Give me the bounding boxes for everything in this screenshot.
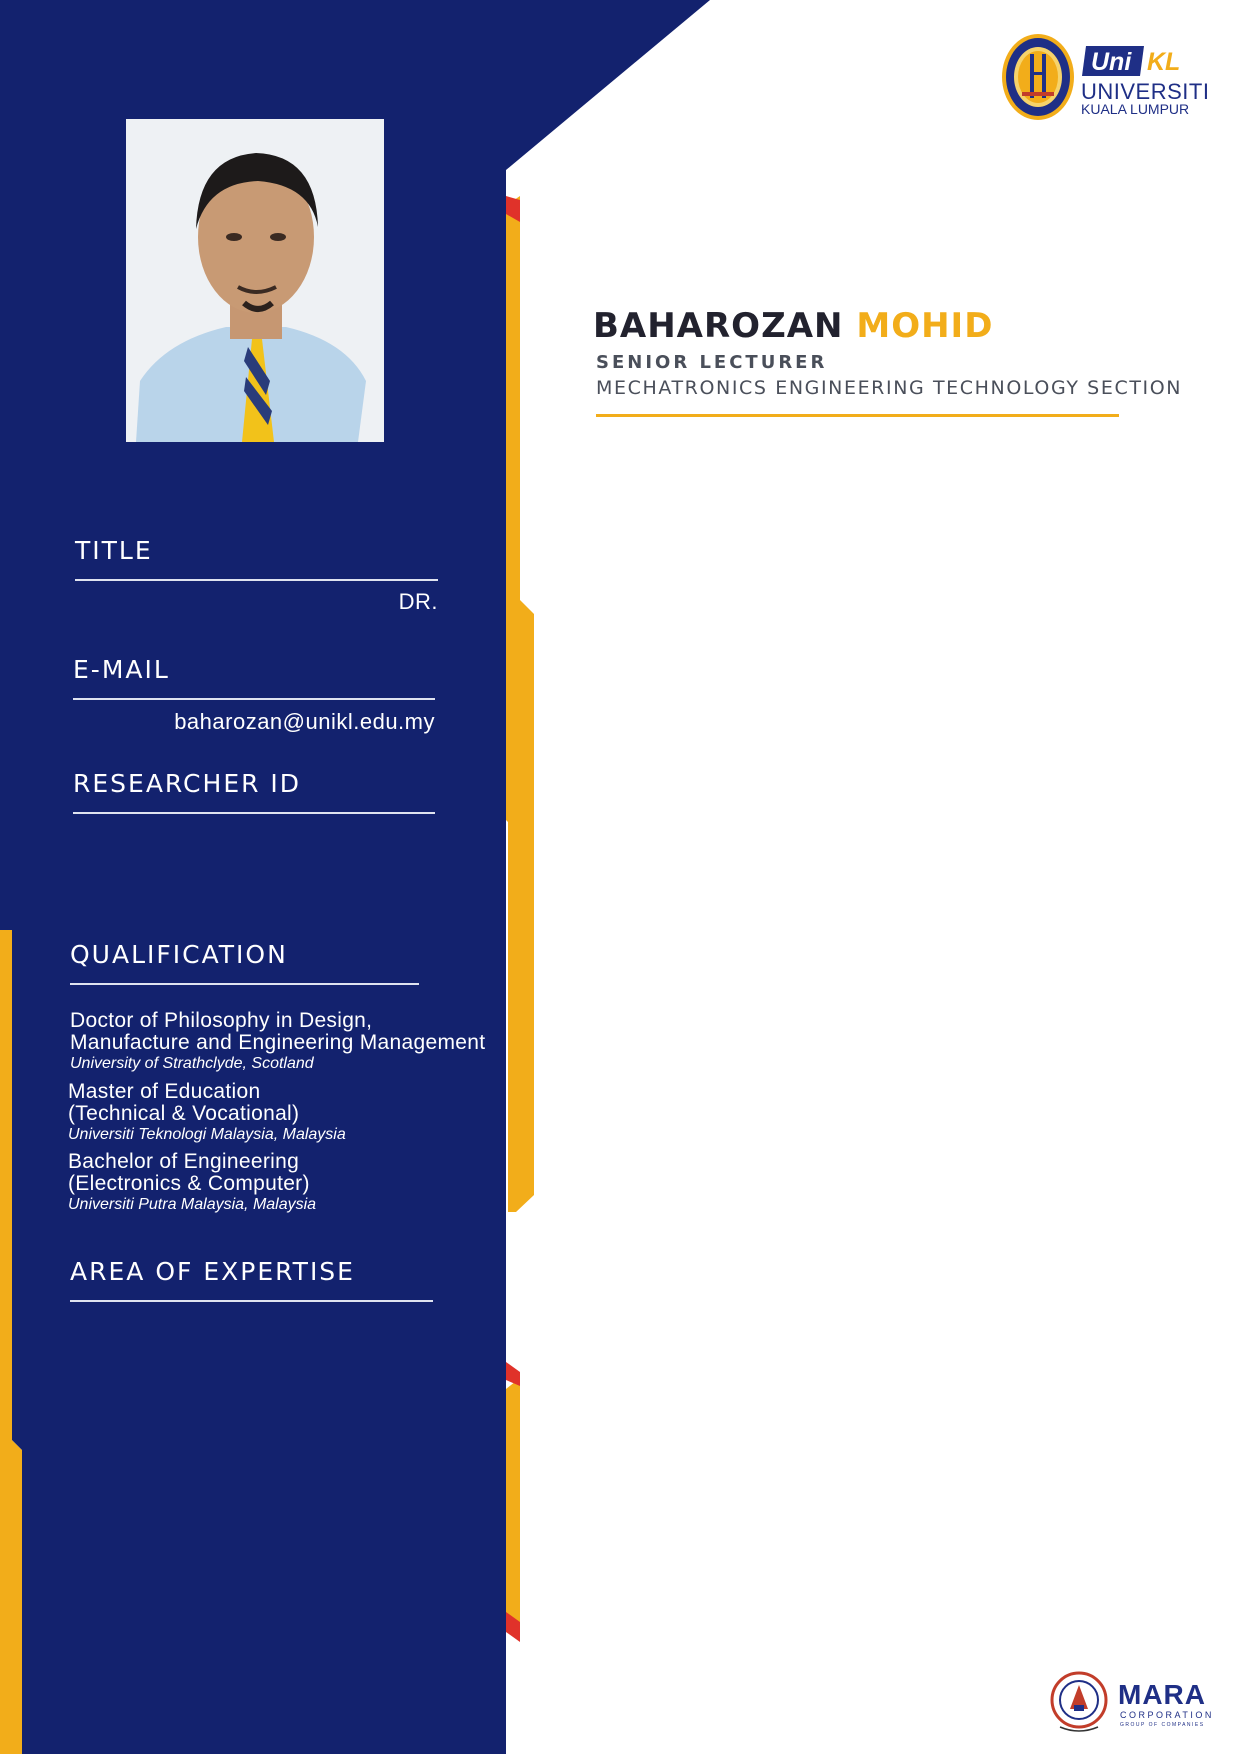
- profile-photo: [126, 119, 384, 442]
- unikl-uni-text: Uni: [1091, 48, 1132, 76]
- title-value: DR.: [398, 589, 438, 614]
- name-divider: [596, 414, 1119, 417]
- degree-line1: Doctor of Philosophy in Design,: [70, 1009, 373, 1032]
- majlis-amanah-rakyat-seal: [1050, 1671, 1108, 1733]
- mara-subtitle-group: GROUP OF COMPANIES: [1120, 1722, 1205, 1728]
- unikl-name-line1: UNIVERSITI: [1081, 79, 1210, 104]
- qualification-divider: [70, 983, 419, 985]
- first-name: BAHAROZAN: [593, 306, 844, 346]
- institution: Universiti Teknologi Malaysia, Malaysia: [68, 1126, 346, 1143]
- email-label: E-MAIL: [73, 655, 170, 684]
- red-accent-bottom-1: [506, 1362, 520, 1386]
- person-name: [593, 306, 993, 346]
- last-name: MOHID: [856, 306, 994, 346]
- institution: Universiti Putra Malaysia, Malaysia: [68, 1196, 317, 1213]
- qualification-label: QUALIFICATION: [70, 940, 288, 969]
- degree-line1: Master of Education: [68, 1080, 261, 1103]
- qualification-item: [70, 1010, 485, 1073]
- researcher-id-label: RESEARCHER ID: [73, 769, 302, 798]
- department: MECHATRONICS ENGINEERING TECHNOLOGY SECTION: [596, 377, 1183, 399]
- email-divider: [73, 698, 435, 700]
- title-label: TITLE: [75, 536, 153, 565]
- researcher-id-divider: [73, 812, 435, 814]
- degree-line2: (Electronics & Computer): [68, 1172, 310, 1195]
- expertise-label: AREA OF EXPERTISE: [70, 1257, 355, 1286]
- unikl-name-line2: KUALA LUMPUR: [1081, 101, 1190, 117]
- qualification-item: [68, 1151, 316, 1214]
- mara-wordmark: MARA: [1118, 1679, 1206, 1710]
- position-title: SENIOR LECTURER: [596, 352, 828, 373]
- qualification-item: [68, 1081, 346, 1144]
- degree-line2: Manufacture and Engineering Management: [70, 1031, 486, 1054]
- mara-subtitle: CORPORATION: [1120, 1710, 1214, 1720]
- email-value[interactable]: baharozan@unikl.edu.my: [174, 709, 435, 734]
- degree-line1: Bachelor of Engineering: [68, 1150, 300, 1173]
- degree-line2: (Technical & Vocational): [68, 1102, 300, 1125]
- title-divider: [75, 579, 438, 581]
- institution: University of Strathclyde, Scotland: [70, 1055, 314, 1072]
- unikl-kl-text: KL: [1147, 48, 1181, 76]
- unikl-wordmark: [1082, 46, 1196, 76]
- expertise-divider: [70, 1300, 433, 1302]
